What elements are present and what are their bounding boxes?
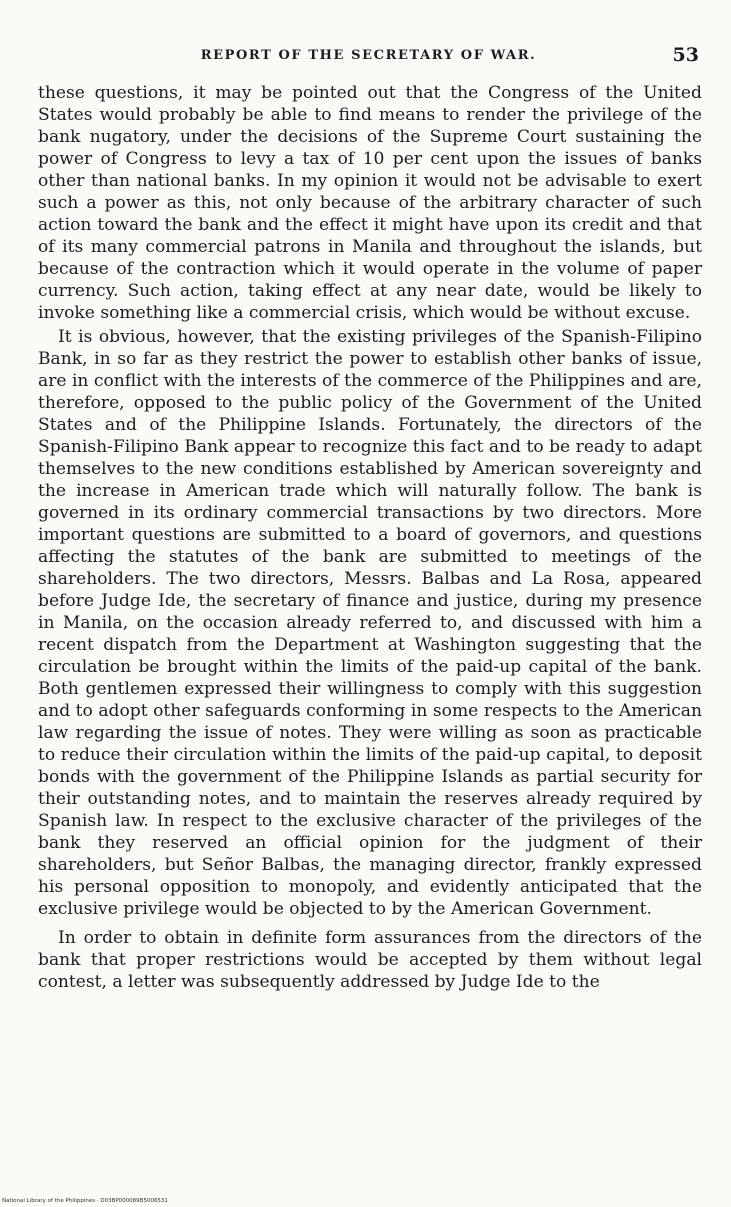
paragraph: It is obvious, however, that the existing privileges of the Spanish-Filipino Bank, in so far as they restrict the power to establish other banks of issue, are in conflict with the interests of the commerce of the Philippines and are, therefore, opposed to the public policy of the Government of the United States and of the Philippine Islands. Fortunately, the directors of the Spanish-Filipino Bank appear to recognize this fact and to be ready to adapt themselves to the new conditions established by American sovereignty and the increase in American trade which will naturally follow. The bank is governed in its ordinary commercial transactions by two directors. More important questions are submitted to a board of governors, and questions affecting the statutes of the bank are submitted to meetings of the shareholders. The two directors, Messrs. Balbas and La Rosa, appeared before Judge Ide, the secretary of finance and justice, during my presence in Manila, on the occasion already referred to, and discussed with him a recent dispatch from the Department at Washington suggesting that the circulation be brought within the limits of the paid-up capital of the bank. Both gentlemen expressed their willingness to comply with this suggestion and to adopt other safeguards conforming in some respects to the American law regarding the issue of notes. They were willing as soon as practicable to reduce their circulation within the limits of the paid-up capital, to deposit bonds with the government of the Philippine Islands as partial security for their outstanding notes, and to maintain the reserves already required by Spanish law. In respect to the exclusive character of the privileges of the bank they reserved an official opinion for the judgment of their shareholders, but Señor Balbas, the managing director, frankly expressed his personal opposition to monopoly, and evidently anticipated that the exclusive privilege would be objected to by the American Government.: [38, 327, 702, 919]
page-number: 53: [672, 44, 699, 66]
paragraph: In order to obtain in definite form assurances from the directors of the bank that proper restrictions would be accepted by them without legal contest, a letter was subsequently addressed by Judge Ide to the: [38, 928, 702, 992]
body-text: [38, 82, 702, 993]
digitization-credit: National Library of the Philippines · D03BP000089B5006531: [2, 1198, 168, 1204]
page-header: [38, 44, 699, 68]
running-head: REPORT OF THE SECRETARY OF WAR.: [200, 48, 537, 63]
paragraph-continued: these questions, it may be pointed out that the Congress of the United States would probably be able to find means to render the privilege of the bank nugatory, under the decisions of the Supreme Court sustaining the power of Congress to levy a tax of 10 per cent upon the issues of banks other than national banks. In my opinion it would not be advisable to exert such a power as this, not only because of the arbitrary character of such action toward the bank and the effect it might have upon its credit and that of its many commercial patrons in Manila and throughout the islands, but because of the contraction which it would operate in the volume of paper currency. Such action, taking effect at any near date, would be likely to invoke something like a commercial crisis, which would be without excuse.: [38, 83, 702, 323]
